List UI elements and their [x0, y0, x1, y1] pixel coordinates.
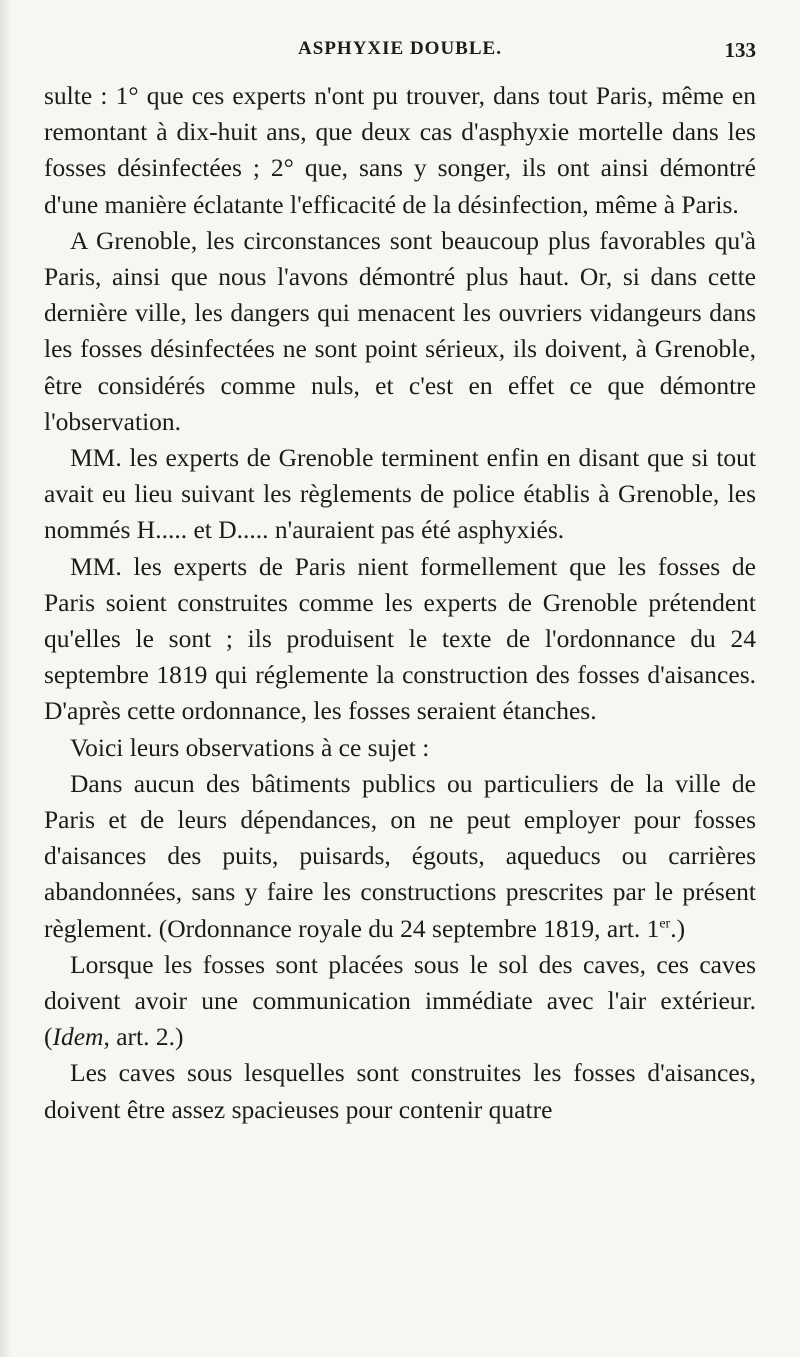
paragraph-text: Lorsque les fosses sont placées sous le sol des caves, ces caves doivent avoir une communication immédiate avec l'air extérieur. (: [44, 949, 756, 1052]
running-head: ASPHYXIE DOUBLE.: [298, 38, 502, 59]
page-number: 133: [724, 38, 756, 62]
body-text: [44, 78, 756, 1128]
italic-reference: Idem: [52, 1022, 104, 1052]
paragraph-text: Dans aucun des bâtiments publics ou particuliers de la ville de Paris et de leurs dépendances, on ne peut employer pour fosses d'aisances des puits, puisards, égouts, aqueducs ou carrières abandonnées, sans y faire les constructions prescrites par le présent règlement. (Ordonnance royale du 24 septembre 1819, art. 1: [44, 768, 756, 943]
paragraph: [44, 947, 756, 1056]
paragraph-text-end: .): [670, 913, 686, 943]
paragraph: MM. les experts de Paris nient formellement que les fosses de Paris soient construites comme les experts de Grenoble prétendent qu'elles le sont ; ils produisent le texte de l'ordonnance du 24 septembre 1819 qui réglemente la construction des fosses d'aisances. D'après cette ordonnance, les fosses seraient étanches.: [44, 551, 756, 726]
page-edge: [0, 0, 12, 1357]
paragraph: A Grenoble, les circonstances sont beaucoup plus favorables qu'à Paris, ainsi que nous l'avons démontré plus haut. Or, si dans cette dernière ville, les dangers qui menacent les ouvriers vidangeurs dans les fosses désinfectées ne sont point sérieux, ils doivent, à Grenoble, être considérés comme nuls, et c'est en effet ce que démontre l'observation.: [44, 225, 756, 436]
superscript: er: [659, 916, 671, 932]
paragraph: sulte : 1° que ces experts n'ont pu trouver, dans tout Paris, même en remontant à dix-huit ans, que deux cas d'asphyxie mortelle dans les fosses désinfectées ; 2° que, sans y songer, ils ont ainsi démontré d'une manière éclatante l'efficacité de la désinfection, même à Paris.: [44, 81, 756, 219]
paragraph: Les caves sous lesquelles sont construites les fosses d'aisances, doivent être assez spacieuses pour contenir quatre: [44, 1058, 756, 1124]
paragraph-text-end: , art. 2.): [103, 1022, 184, 1052]
paragraph: Voici leurs observations à ce sujet :: [70, 732, 430, 762]
paragraph: MM. les experts de Grenoble terminent enfin en disant que si tout avait eu lieu suivant les règlements de police établis à Grenoble, les nommés H..... et D..... n'auraient pas été asphyxiés.: [44, 443, 756, 545]
paragraph: [44, 766, 756, 947]
page-header: [0, 38, 800, 68]
